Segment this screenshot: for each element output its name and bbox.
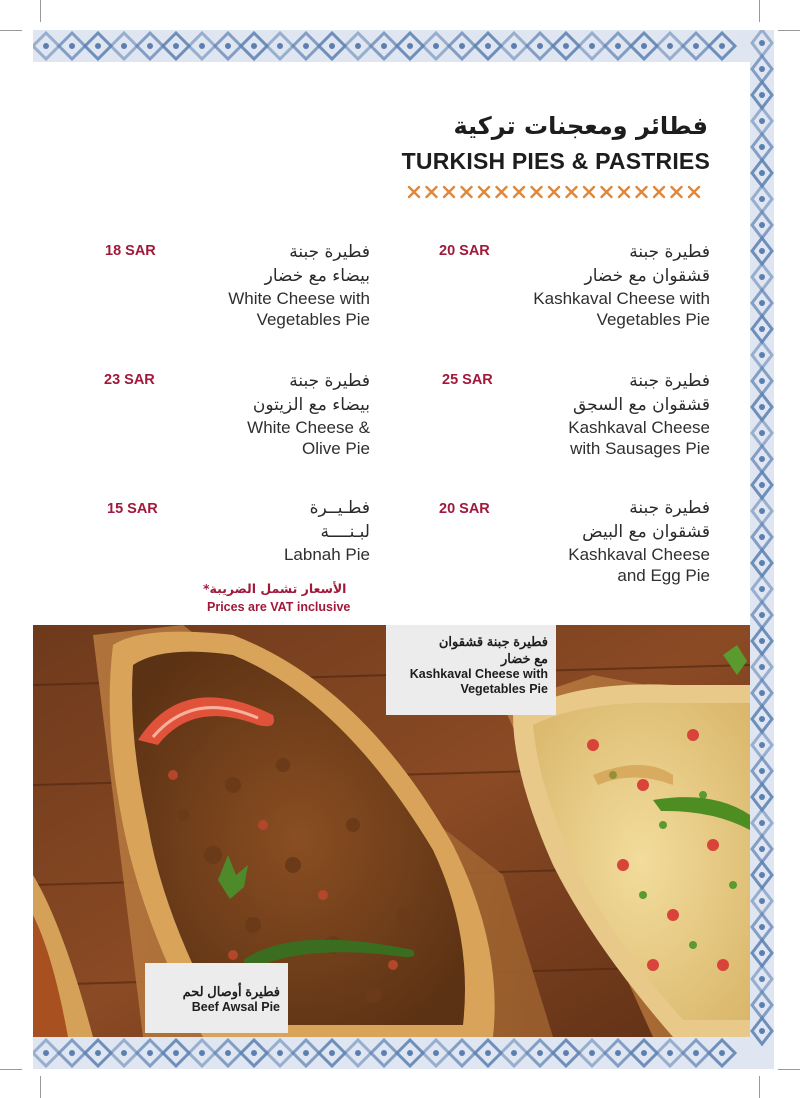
item-name: Labnah Pie	[283, 545, 370, 564]
caption-text: Vegetables Pie	[460, 682, 548, 696]
item-name: Kashkaval Cheese	[568, 545, 710, 564]
item-name: with Sausages Pie	[570, 439, 710, 458]
item-name: and Egg Pie	[617, 566, 710, 585]
item-name-arabic: فطـيــرة	[309, 498, 370, 518]
item-price: 20 SAR	[439, 501, 490, 517]
item-name-arabic: فطيرة جبنة	[629, 242, 710, 262]
item-name-arabic: فطيرة جبنة	[629, 371, 710, 391]
menu-item-white-cheese-vegetables	[130, 240, 370, 330]
top-pattern-border	[33, 30, 755, 62]
item-name: Kashkaval Cheese with	[533, 289, 710, 308]
item-price: 20 SAR	[439, 243, 490, 259]
item-name-arabic: قشقوان مع خضار	[584, 266, 710, 286]
caption-arabic: فطيرة جبنة قشقوان	[438, 634, 548, 649]
photo-caption-beef	[145, 963, 288, 1033]
menu-item-kashkaval-sausages	[470, 369, 710, 459]
caption-text: Beef Awsal Pie	[191, 1000, 280, 1014]
menu-item-kashkaval-vegetables	[470, 240, 710, 330]
item-name: Olive Pie	[301, 439, 370, 458]
menu-item-white-cheese-olive	[130, 369, 370, 459]
crop-mark	[778, 30, 800, 31]
item-name: Kashkaval Cheese	[568, 418, 710, 437]
item-name-arabic: فطيرة جبنة	[629, 498, 710, 518]
crop-mark	[40, 1076, 41, 1098]
item-price: 18 SAR	[105, 243, 156, 259]
crop-mark	[0, 1069, 22, 1070]
caption-arabic: مع خضار	[500, 651, 548, 666]
page-title: TURKISH PIES & PASTRIES	[401, 148, 710, 174]
menu-item-kashkaval-egg	[470, 496, 710, 586]
page-title-arabic: فطائر ومعجنات تركية	[453, 112, 708, 140]
bottom-pattern-border	[33, 1037, 755, 1069]
item-name-arabic: فطيرة جبنة	[289, 371, 370, 391]
menu-item-labnah	[130, 496, 370, 565]
crop-mark	[778, 1069, 800, 1070]
crop-mark	[40, 0, 41, 22]
item-name-arabic: قشقوان مع البيض	[582, 522, 710, 542]
crop-mark	[759, 0, 760, 22]
menu-page	[33, 62, 750, 1037]
right-pattern-border	[750, 30, 774, 1069]
item-name-arabic: قشقوان مع السجق	[572, 395, 710, 415]
item-name: White Cheese with	[228, 289, 370, 308]
item-name-arabic: لبـنــــة	[320, 522, 370, 542]
item-name-arabic: بيضاء مع الزيتون	[252, 395, 370, 415]
item-name: Vegetables Pie	[596, 310, 710, 329]
item-name-arabic: فطيرة جبنة	[289, 242, 370, 262]
vat-note: Prices are VAT inclusive	[207, 600, 351, 614]
item-name-arabic: بيضاء مع خضار	[264, 266, 370, 286]
vat-note-arabic: الأسعار تشمل الضريبة*	[203, 581, 347, 596]
crop-mark	[759, 1076, 760, 1098]
caption-text: Kashkaval Cheese with	[409, 667, 548, 681]
crop-mark	[0, 30, 22, 31]
item-name: Vegetables Pie	[256, 310, 370, 329]
item-price: 25 SAR	[442, 372, 493, 388]
caption-arabic: فطيرة أوصال لحم	[182, 984, 280, 999]
photo-caption-kashkaval	[386, 625, 556, 715]
item-price: 23 SAR	[104, 372, 155, 388]
item-name: White Cheese &	[247, 418, 370, 437]
item-price: 15 SAR	[107, 501, 158, 517]
ornament-divider	[405, 182, 711, 202]
